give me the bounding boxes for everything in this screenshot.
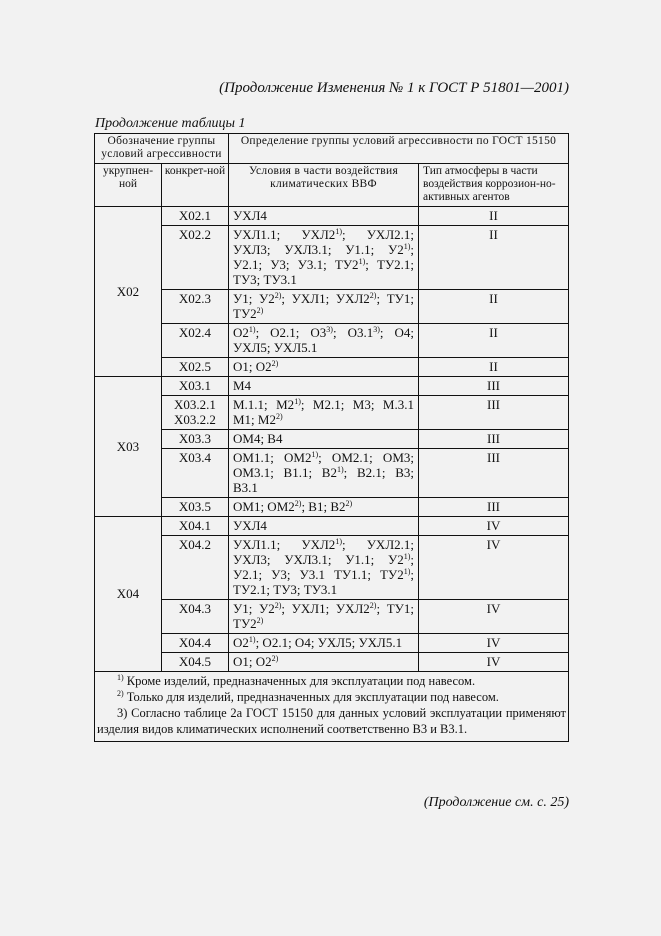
condition-text: ; В2.1; В3; В3.1 [233, 465, 414, 495]
atmosphere-cell: II [419, 226, 569, 290]
code-line: Х03.2.1 [174, 397, 216, 412]
code-line: Х03.2.2 [174, 412, 216, 427]
footnote-mark: 1) [336, 465, 344, 474]
footnote-mark: 1) [403, 242, 411, 251]
table-row [95, 377, 569, 396]
footnote-mark: 1) [358, 257, 366, 266]
condition-text: ; М2.1; М3; М.3.1 М1; М2 [233, 397, 414, 427]
footnote-mark: 2) [275, 412, 283, 421]
footnote-mark: 2) [274, 601, 282, 610]
atmosphere-cell: III [419, 430, 569, 449]
group-cell: Х02 [95, 207, 162, 377]
condition-text: О1; О2 [233, 654, 272, 669]
group-cell: Х04 [95, 517, 162, 672]
condition-text: ; ТУ2.1; ТУ3; ТУ3.1 [233, 257, 415, 287]
code-cell: Х04.3 [162, 600, 229, 634]
conditions-cell [229, 226, 419, 290]
condition-text: ; ТУ1; ТУ2 [233, 601, 414, 631]
condition-text: М4 [233, 378, 252, 393]
footnote-mark: 2) [117, 689, 124, 698]
code-cell [162, 396, 229, 430]
condition-text: ; О2.1; О4; УХЛ5; УХЛ5.1 [255, 635, 403, 650]
conditions-cell [229, 634, 419, 653]
condition-text: ; УХЛ2.1; УХЛ3; УХЛ3.1; У1.1; У2 [233, 227, 414, 257]
table-row [95, 653, 569, 672]
condition-text: О1; О2 [233, 359, 272, 374]
condition-text: ; У2.1; У3; У3.1; ТУ2 [233, 242, 414, 272]
table-row [95, 430, 569, 449]
atmosphere-cell: III [419, 377, 569, 396]
footnote-mark: 1) [248, 635, 256, 644]
conditions-cell [229, 600, 419, 634]
table-row [95, 600, 569, 634]
code-cell: Х02.4 [162, 324, 229, 358]
footnote-mark: 3) [373, 325, 380, 334]
page-header: (Продолжение Изменения № 1 к ГОСТ Р 51801—2001) [219, 80, 569, 96]
condition-text: УХЛ4 [233, 518, 267, 533]
table-row [95, 634, 569, 653]
atmosphere-cell: II [419, 290, 569, 324]
atmosphere-cell: III [419, 498, 569, 517]
footnote-mark: 2) [256, 616, 264, 625]
conditions-cell [229, 517, 419, 536]
atmosphere-cell: IV [419, 634, 569, 653]
condition-text: ; УХЛ1; УХЛ2 [281, 291, 370, 306]
condition-text: УХЛ4 [233, 208, 267, 223]
condition-text: ; ОМ2.1; ОМ3; ОМ3.1; В1.1; В2 [233, 450, 414, 480]
conditions-cell [229, 430, 419, 449]
condition-text: ; У2.1; У3; У3.1 ТУ1.1; ТУ2 [233, 552, 414, 582]
code-cell: Х03.4 [162, 449, 229, 498]
footnote-mark: 2) [271, 654, 279, 663]
table-row [95, 536, 569, 600]
footnote-mark: 3) [326, 325, 333, 334]
atmosphere-cell: IV [419, 653, 569, 672]
conditions-cell [229, 396, 419, 430]
table-row [95, 226, 569, 290]
table-notes [95, 672, 569, 742]
atmosphere-cell: IV [419, 600, 569, 634]
footnote-mark: 1) [248, 325, 256, 334]
note-3: 3) Согласно таблице 2а ГОСТ 15150 для данных условий эксплуатации применяют изделия видов климатических исполнений соответственно В3 и В3.1. [97, 706, 567, 736]
condition-text: ; В1; В2 [301, 499, 346, 514]
condition-text: М.1.1; М2 [233, 397, 295, 412]
conditions-cell [229, 324, 419, 358]
footnote-text: Кроме изделий, предназначенных для эксплуатации под навесом. [123, 674, 476, 688]
condition-text: ОМ1.1; ОМ2 [233, 450, 312, 465]
header-concrete: конкрет-ной [162, 164, 229, 207]
code-cell: Х03.5 [162, 498, 229, 517]
table-row [95, 517, 569, 536]
conditions-cell [229, 358, 419, 377]
code-cell: Х04.4 [162, 634, 229, 653]
table-row [95, 396, 569, 430]
footnote-mark: 2) [345, 499, 353, 508]
footnote-mark: 2) [294, 499, 302, 508]
conditions-cell [229, 653, 419, 672]
condition-text: ОМ1; ОМ2 [233, 499, 295, 514]
condition-text: ; УХЛ1; УХЛ2 [281, 601, 370, 616]
code-cell: Х03.3 [162, 430, 229, 449]
footnote-mark: 1) [294, 397, 301, 406]
atmosphere-cell: III [419, 449, 569, 498]
footnote-mark: 1) [117, 673, 124, 682]
footnote-2 [97, 689, 566, 705]
conditions-cell [229, 290, 419, 324]
group-table [94, 133, 569, 742]
table-row [95, 290, 569, 324]
code-cell: Х04.5 [162, 653, 229, 672]
atmosphere-cell: II [419, 324, 569, 358]
code-cell: Х02.5 [162, 358, 229, 377]
conditions-cell [229, 536, 419, 600]
condition-text: ОМ4; В4 [233, 431, 283, 446]
footnote-1 [97, 673, 566, 689]
table-row [95, 358, 569, 377]
condition-text: ; О3.1 [332, 325, 374, 340]
conditions-cell [229, 498, 419, 517]
atmosphere-cell: III [419, 396, 569, 430]
header-enlarged: укрупнен-ной [95, 164, 162, 207]
footnote-mark: 2) [369, 601, 377, 610]
footnote-mark: 1) [311, 450, 319, 459]
continuation-note: (Продолжение см. с. 25) [423, 795, 569, 810]
table-row [95, 498, 569, 517]
footnote-text: Только для изделий, предназначенных для эксплуатации под навесом. [123, 690, 499, 704]
condition-text: ; ТУ2.1; ТУ3; ТУ3.1 [233, 567, 414, 597]
condition-text: ; О4; УХЛ5; УХЛ5.1 [233, 325, 414, 355]
condition-text: О2 [233, 635, 249, 650]
table-row [95, 207, 569, 226]
code-cell: Х02.1 [162, 207, 229, 226]
footnote-mark: 1) [403, 552, 411, 561]
code-cell: Х03.1 [162, 377, 229, 396]
header-conditions: Условия в части воздействия климатических ВВФ [229, 164, 419, 207]
conditions-cell [229, 377, 419, 396]
atmosphere-cell: II [419, 358, 569, 377]
code-cell: Х02.3 [162, 290, 229, 324]
code-cell: Х04.1 [162, 517, 229, 536]
condition-text: У1; У2 [233, 601, 275, 616]
condition-text: У1; У2 [233, 291, 275, 306]
condition-text: ; О2.1; О3 [255, 325, 327, 340]
atmosphere-cell: IV [419, 536, 569, 600]
footnote-mark: 2) [369, 291, 377, 300]
footnote-mark: 2) [271, 359, 279, 368]
header-atmosphere: Тип атмосферы в части воздействия коррозион-но-активных агентов [419, 164, 569, 207]
header-designation: Обозначение группы условий агрессивности [95, 134, 229, 164]
code-cell: Х02.2 [162, 226, 229, 290]
footnote-mark: 1) [403, 567, 411, 576]
table-row [95, 449, 569, 498]
condition-text: УХЛ1.1; УХЛ2 [233, 537, 336, 552]
table-caption: Продолжение таблицы 1 [95, 116, 246, 131]
condition-text: ; ТУ1; ТУ2 [233, 291, 414, 321]
footnote-mark: 1) [335, 227, 342, 236]
group-cell: Х03 [95, 377, 162, 517]
condition-text: УХЛ1.1; УХЛ2 [233, 227, 336, 242]
conditions-cell [229, 449, 419, 498]
conditions-cell [229, 207, 419, 226]
footnote-mark: 2) [256, 306, 264, 315]
footnote-mark: 1) [335, 537, 342, 546]
condition-text: ; УХЛ2.1; УХЛ3; УХЛ3.1; У1.1; У2 [233, 537, 414, 567]
header-definition: Определение группы условий агрессивности по ГОСТ 15150 [229, 134, 569, 164]
table-row [95, 324, 569, 358]
footnote-mark: 2) [274, 291, 282, 300]
atmosphere-cell: II [419, 207, 569, 226]
atmosphere-cell: IV [419, 517, 569, 536]
condition-text: О2 [233, 325, 249, 340]
code-cell: Х04.2 [162, 536, 229, 600]
